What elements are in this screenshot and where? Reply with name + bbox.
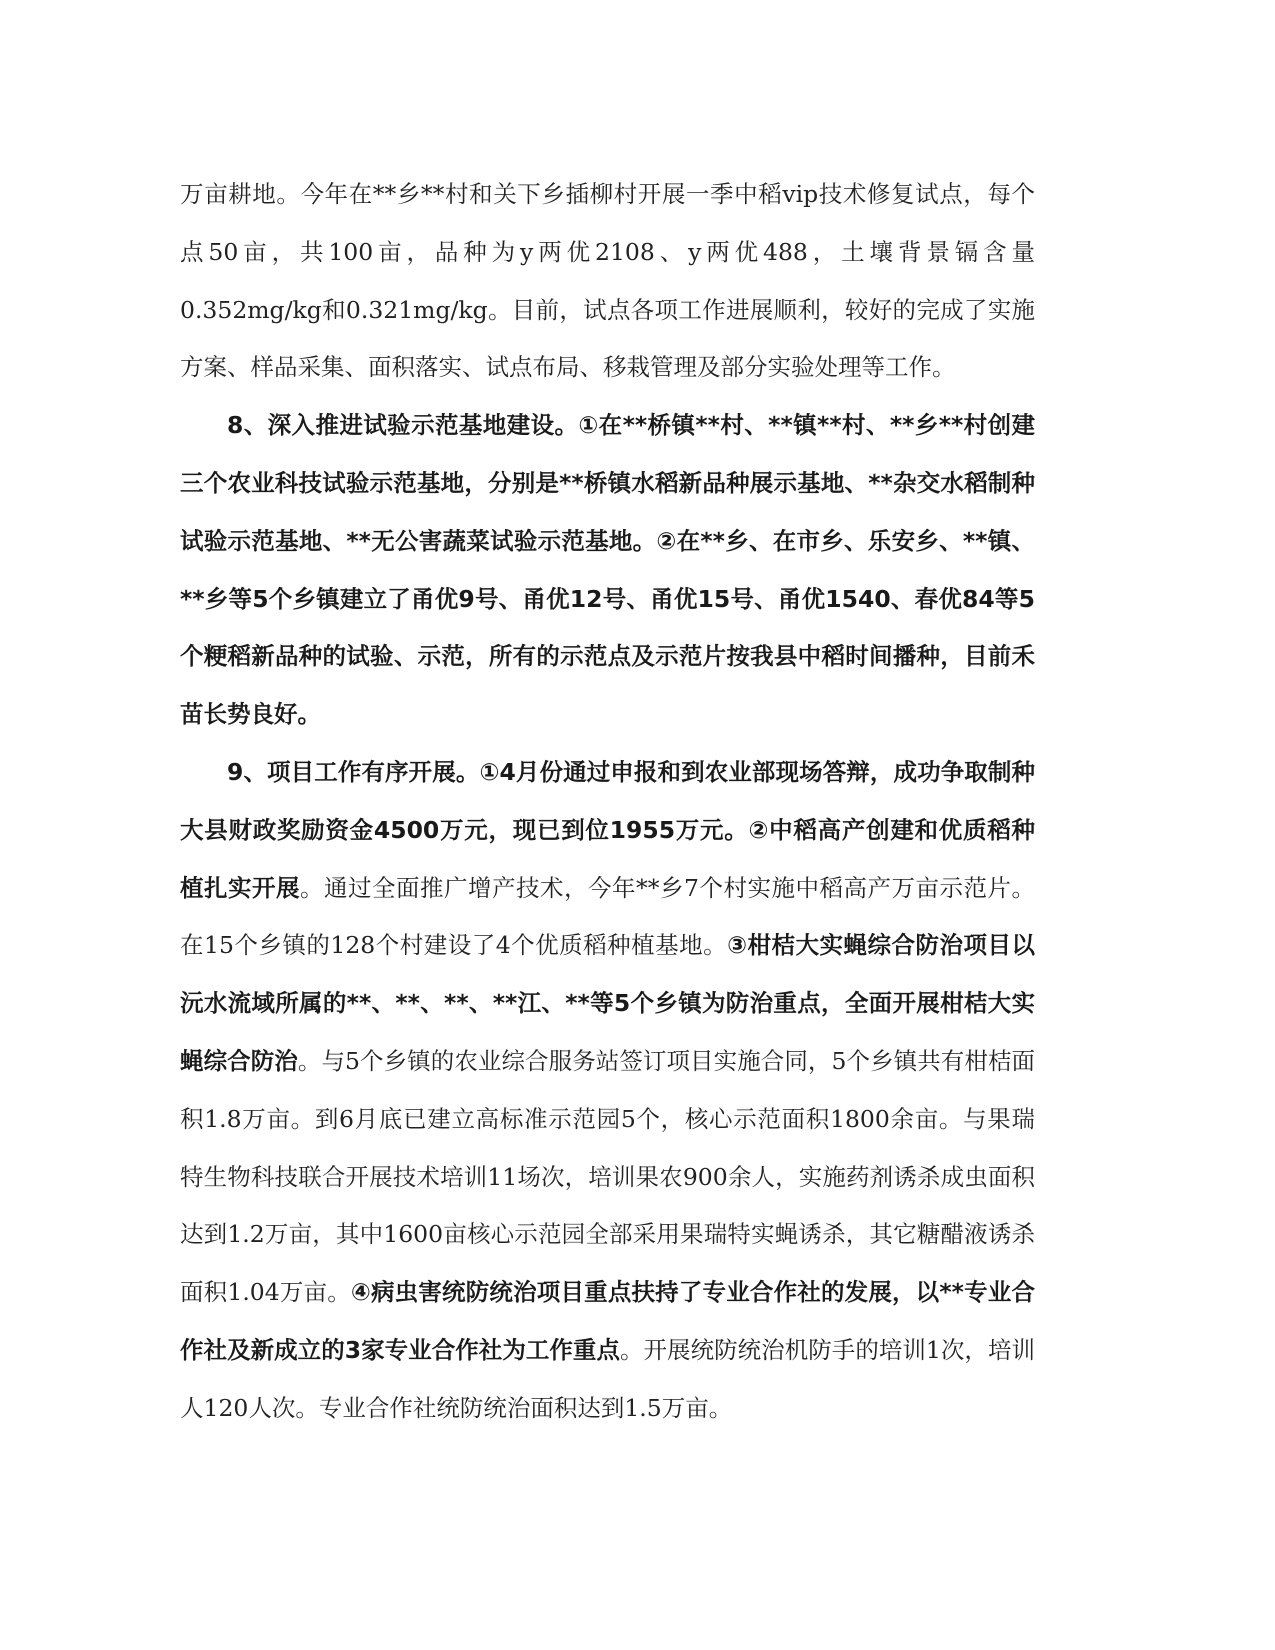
document-body [180, 166, 1035, 1438]
paragraph-bold-text: 9、项目工作有序开展。①4月份通过申报和到农业部现场答辩，成功争取制种大县财政奖励资金4500万元，现已到位1955万元。②中稻高产创建和优质稻种植扎实开展 [180, 757, 1035, 902]
paragraph-continued [180, 166, 1035, 397]
paragraph-text: 万亩耕地。今年在**乡**村和关下乡插柳村开展一季中稻vip技术修复试点，每个点50亩，共100亩，品种为y两优2108、y两优488，土壤背景镉含量0.352mg/kg和0.321mg/kg。目前，试点各项工作进展顺利，较好的完成了实施方案、样品采集、面积落实、试点布局、移栽管理及部分实验处理等工作。 [180, 180, 1035, 382]
paragraph-8-demonstration-bases [180, 397, 1035, 744]
paragraph-text: 。与5个乡镇的农业综合服务站签订项目实施合同，5个乡镇共有柑桔面积1.8万亩。到6月底已建立高标准示范园5个，核心示范面积1800余亩。与果瑞特生物科技联合开展技术培训11场次，培训果农900余人，实施药剂诱杀成虫面积达到1.2万亩，其中1600亩核心示范园全部采用果瑞特实蝇诱杀，其它糖醋液诱杀面积1.04万亩。 [180, 1046, 1036, 1307]
paragraph-text: 。通过全面推广增产技术，今年**乡7个村实施中稻高产万亩示范片。在15个乡镇的128个村建设了4个优质稻种植基地。 [180, 873, 1036, 960]
paragraph-bold-text: 8、深入推进试验示范基地建设。①在**桥镇**村、**镇**村、**乡**村创建三个农业科技试验示范基地，分别是**桥镇水稻新品种展示基地、**杂交水稻制种试验示范基地、**无公害蔬菜试验示范基地。②在**乡、在市乡、乐安乡、**镇、**乡等5个乡镇建立了甬优9号、甬优12号、甬优15号、甬优1540、春优84等5个粳稻新品种的试验、示范，所有的示范点及示范片按我县中稻时间播种，目前禾苗长势良好。 [180, 411, 1035, 729]
paragraph-bold-text: ③柑桔大实蝇综合防治项目以沅水流域所属的**、**、**、**江、**等5个乡镇为防治重点，全面开展柑桔大实蝇综合防治 [180, 931, 1035, 1075]
paragraph-9-project-work [180, 744, 1035, 1438]
paragraph-bold-text: ④病虫害统防统治项目重点扶持了专业合作社的发展，以**专业合作社及新成立的3家专业合作社为工作重点 [180, 1278, 1035, 1364]
paragraph-text: 。开展统防统治机防手的培训1次，培训人120人次。专业合作社统防统治面积达到1.5万亩。 [180, 1335, 1035, 1422]
